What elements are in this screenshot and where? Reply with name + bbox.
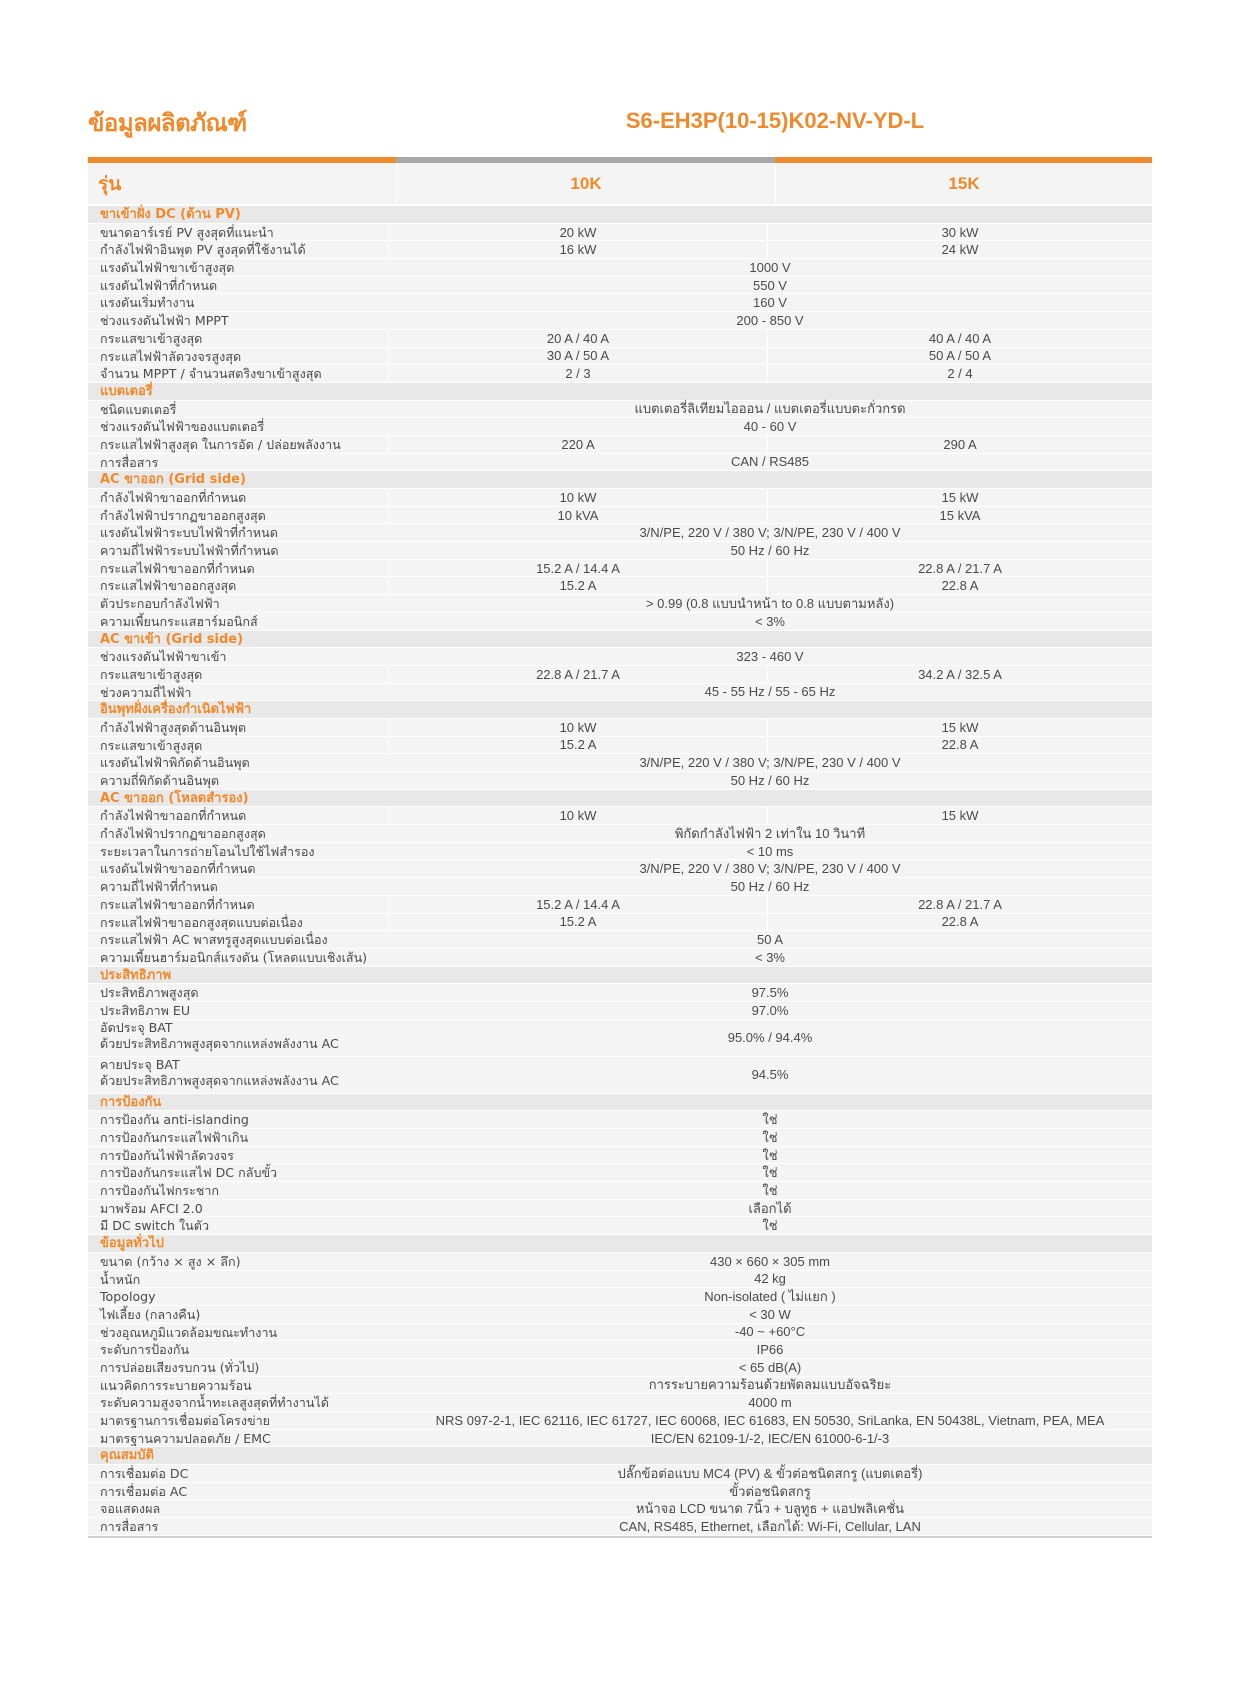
table-row: [88, 666, 1152, 684]
table-bottom-line: [88, 1536, 1152, 1538]
table-row: [88, 860, 1152, 878]
row-value-shared: ปลั๊กข้อต่อแบบ MC4 (PV) & ขั้วต่อชนิดสกรู (แบตเตอรี่): [617, 1465, 923, 1481]
row-value-shared: เลือกได้: [748, 1200, 792, 1216]
table-row: [88, 1182, 1152, 1200]
row-label: กระแสไฟฟ้าสูงสุด ในการอัด / ปล่อยพลังงาน: [100, 436, 341, 452]
row-value-10k: 20 A / 40 A: [388, 330, 767, 347]
row-label: แรงดันไฟฟ้าที่กำหนด: [100, 277, 218, 293]
row-value-15k: 40 A / 40 A: [767, 330, 1152, 347]
section-header: คุณสมบัติ: [88, 1447, 1152, 1465]
section-header: AC ขาเข้า (Grid side): [88, 631, 1152, 649]
row-value-15k: 15 kW: [767, 489, 1152, 506]
row-value-shared: 94.5%: [751, 1066, 789, 1082]
row-label: แรงดันไฟฟ้าขาออกที่กำหนด: [100, 861, 256, 877]
row-value-shared: -40 ~ +60°C: [734, 1324, 806, 1340]
row-label: ความถี่ไฟฟ้าที่กำหนด: [100, 879, 218, 895]
table-row: [88, 524, 1152, 542]
row-value-shared: < 3%: [755, 613, 785, 629]
column-header-15k: 15K: [775, 163, 1152, 204]
row-label: กำลังไฟฟ้าขาออกที่กำหนด: [100, 490, 247, 505]
row-value-shared: CAN, RS485, Ethernet, เลือกได้: Wi-Fi, Cellular, LAN: [619, 1518, 921, 1534]
section-header: AC ขาออก (Grid side): [88, 471, 1152, 489]
table-row: [88, 1020, 1152, 1057]
row-label: กำลังไฟฟ้าปรากฏขาออกสูงสุด: [100, 826, 266, 842]
row-label: ประสิทธิภาพสูงสุด: [100, 985, 199, 1001]
row-label: ช่วงแรงดันไฟฟ้า MPPT: [100, 313, 229, 329]
table-row: [88, 1002, 1152, 1020]
row-value-10k: 22.8 A / 21.7 A: [388, 666, 767, 683]
table-row: [88, 1500, 1152, 1518]
row-value-10k: 15.2 A: [388, 737, 767, 754]
row-value-shared: 42 kg: [754, 1271, 786, 1287]
table-row: [88, 277, 1152, 295]
row-value-10k: 15.2 A / 14.4 A: [388, 896, 767, 913]
row-label: การป้องกันไฟฟ้าลัดวงจร: [100, 1147, 234, 1163]
row-label: กำลังไฟฟ้าสูงสุดด้านอินพุต: [100, 719, 247, 735]
row-label: กระแสขาเข้าสูงสุด: [100, 330, 203, 346]
row-value-shared: 3/N/PE, 220 V / 380 V; 3/N/PE, 230 V / 400 V: [639, 525, 901, 541]
row-label: น้ำหนัก: [100, 1271, 141, 1287]
row-value-15k: 22.8 A: [767, 577, 1152, 594]
row-value-shared: การระบายความร้อนด้วยพัดลมแบบอัจฉริยะ: [648, 1377, 892, 1393]
table-row: [88, 365, 1152, 383]
row-value-shared: 4000 m: [748, 1395, 792, 1411]
row-label: ช่วงอุณหภูมิแวดล้อมขณะทำงาน: [100, 1324, 278, 1340]
row-label: มาตรฐานความปลอดภัย / EMC: [100, 1430, 271, 1446]
table-row: [88, 330, 1152, 348]
table-row: [88, 454, 1152, 472]
row-value-shared: 3/N/PE, 220 V / 380 V; 3/N/PE, 230 V / 400 V: [639, 755, 901, 771]
row-value-shared: ใช่: [762, 1218, 778, 1234]
column-header-10k: 10K: [396, 163, 775, 204]
table-row: [88, 1394, 1152, 1412]
table-row: [88, 259, 1152, 277]
table-row: [88, 1324, 1152, 1342]
table-row: [88, 1306, 1152, 1324]
row-value-shared: 430 × 660 × 305 mm: [710, 1253, 830, 1269]
row-value-shared: 40 - 60 V: [743, 419, 797, 435]
table-row: [88, 1253, 1152, 1271]
section-header: อินพุทฝั่งเครื่องกำเนิดไฟฟ้า: [88, 701, 1152, 719]
row-label: ความถี่พิกัดด้านอินพุต: [100, 773, 220, 788]
table-row: [88, 241, 1152, 259]
row-label: [88, 1057, 388, 1093]
row-label: ตัวประกอบกำลังไฟฟ้า: [100, 596, 220, 612]
row-value-shared: > 0.99 (0.8 แบบนำหน้า to 0.8 แบบตามหลัง): [645, 595, 895, 611]
spec-rows: [88, 206, 1152, 1536]
row-value-15k: 22.8 A / 21.7 A: [767, 896, 1152, 913]
row-value-15k: 22.8 A / 21.7 A: [767, 560, 1152, 577]
table-row: [88, 949, 1152, 967]
row-label: แรงดันเริ่มทำงาน: [100, 295, 195, 311]
row-value-10k: 15.2 A: [388, 577, 767, 594]
table-row: [88, 1518, 1152, 1536]
row-value-10k: 220 A: [388, 436, 767, 453]
table-row: [88, 754, 1152, 772]
row-label: แรงดันไฟฟ้าพิกัดด้านอินพุต: [100, 755, 250, 771]
table-row: [88, 507, 1152, 525]
row-label: ระดับการป้องกัน: [100, 1342, 190, 1358]
row-value-15k: 24 kW: [767, 241, 1152, 258]
table-row: [88, 489, 1152, 507]
table-row: [88, 984, 1152, 1002]
table-row: [88, 294, 1152, 312]
row-label: กระแสขาเข้าสูงสุด: [100, 737, 203, 753]
section-header: AC ขาออก (โหลดสำรอง): [88, 790, 1152, 808]
row-label: แรงดันไฟฟ้าระบบไฟฟ้าที่กำหนด: [100, 525, 278, 541]
row-label: ระยะเวลาในการถ่ายโอนไปใช้ไฟสำรอง: [100, 843, 315, 859]
row-value-shared: CAN / RS485: [730, 454, 810, 470]
row-value-15k: 15 kVA: [767, 507, 1152, 524]
row-value-shared: ใช่: [762, 1165, 778, 1181]
row-label: ช่วงแรงดันไฟฟ้าของแบตเตอรี่: [100, 419, 265, 435]
row-label: การเชื่อมต่อ AC: [100, 1483, 188, 1499]
row-label: มี DC switch ในตัว: [100, 1218, 210, 1234]
row-label: การสื่อสาร: [100, 1519, 159, 1535]
row-value-10k: 2 / 3: [388, 365, 767, 382]
row-label: การป้องกันกระแสไฟ DC กลับขั้ว: [100, 1165, 278, 1181]
row-label: กระแสไฟฟ้าขาออกสูงสุด: [100, 578, 237, 594]
row-label: ความถี่ไฟฟ้าระบบไฟฟ้าที่กำหนด: [100, 543, 279, 559]
row-value-15k: 15 kW: [767, 719, 1152, 736]
row-value-shared: Non-isolated ( ไม่แยก ): [704, 1289, 836, 1305]
table-row: [88, 914, 1152, 932]
table-row: [88, 1147, 1152, 1165]
section-header: ข้อมูลทั่วไป: [88, 1235, 1152, 1253]
table-row: [88, 1111, 1152, 1129]
row-label: กำลังไฟฟ้าขาออกที่กำหนด: [100, 808, 247, 824]
row-label: กระแสไฟฟ้าขาออกที่กำหนด: [100, 896, 255, 912]
row-value-shared: ใช่: [762, 1129, 778, 1145]
row-value-shared: 323 - 460 V: [736, 649, 804, 665]
table-row: [88, 1217, 1152, 1235]
row-label: ขนาดอาร์เรย์ PV สูงสุดที่แนะนำ: [100, 224, 274, 240]
table-row: [88, 1288, 1152, 1306]
table-row: [88, 312, 1152, 330]
row-value-shared: 97.0%: [751, 1002, 789, 1018]
row-label-line1: คายประจุ BAT: [100, 1056, 180, 1072]
table-row: [88, 825, 1152, 843]
row-label: แนวคิดการระบายความร้อน: [100, 1377, 252, 1393]
section-header: การป้องกัน: [88, 1094, 1152, 1112]
row-value-shared: < 65 dB(A): [738, 1359, 802, 1375]
section-header: ขาเข้าฝั่ง DC (ด้าน PV): [88, 206, 1152, 224]
row-value-shared: แบตเตอรี่ลิเทียมไอออน / แบตเตอรี่แบบตะกั่วกรด: [634, 401, 906, 417]
row-label: กำลังไฟฟ้าอินพุต PV สูงสุดที่ใช้งานได้: [100, 242, 306, 258]
row-value-10k: 10 kW: [388, 807, 767, 824]
table-row: [88, 1129, 1152, 1147]
row-value-15k: 15 kW: [767, 807, 1152, 824]
row-value-10k: 30 A / 50 A: [388, 348, 767, 365]
row-label: การสื่อสาร: [100, 454, 159, 470]
table-row: [88, 931, 1152, 949]
table-row: [88, 1341, 1152, 1359]
table-row: [88, 807, 1152, 825]
row-value-15k: 34.2 A / 32.5 A: [767, 666, 1152, 683]
row-value-10k: 10 kW: [388, 489, 767, 506]
row-value-shared: 1000 V: [749, 259, 791, 275]
row-label: การปล่อยเสียงรบกวน (ทั่วไป): [100, 1359, 260, 1375]
row-label: กระแสไฟฟ้าขาออกสูงสุดแบบต่อเนื่อง: [100, 914, 303, 930]
row-value-shared: ใช่: [762, 1182, 778, 1198]
row-value-10k: 20 kW: [388, 224, 767, 241]
row-label: การป้องกัน anti-islanding: [100, 1112, 249, 1128]
row-value-shared: < 10 ms: [746, 843, 794, 859]
row-value-shared: 3/N/PE, 220 V / 380 V; 3/N/PE, 230 V / 400 V: [639, 861, 901, 877]
spec-table: [88, 157, 1152, 1538]
row-label: ไฟเลี้ยง (กลางคืน): [100, 1306, 201, 1322]
row-label: การป้องกันไฟกระชาก: [100, 1183, 220, 1199]
row-value-shared: 50 A: [756, 932, 784, 948]
row-value-shared: 550 V: [753, 277, 787, 293]
row-label: การป้องกันกระแสไฟฟ้าเกิน: [100, 1130, 249, 1145]
table-row: [88, 772, 1152, 790]
row-label-line2: ด้วยประสิทธิภาพสูงสุดจากแหล่งพลังงาน AC: [100, 1072, 339, 1088]
table-row: [88, 560, 1152, 578]
row-label: ชนิดแบตเตอรี่: [100, 401, 177, 417]
row-value-shared: ขั้วต่อชนิดสกรู: [729, 1483, 811, 1499]
row-value-shared: 45 - 55 Hz / 55 - 65 Hz: [704, 684, 836, 700]
section-header: ประสิทธิภาพ: [88, 967, 1152, 985]
row-label: กระแสไฟฟ้าขาออกที่กำหนด: [100, 560, 255, 576]
top-bar-segment-label: [88, 157, 396, 163]
row-label: ระดับความสูงจากน้ำทะเลสูงสุดที่ทำงานได้: [100, 1395, 329, 1411]
column-header-model-label: รุ่น: [98, 172, 122, 195]
row-value-10k: 10 kW: [388, 719, 767, 736]
row-value-15k: 50 A / 50 A: [767, 348, 1152, 365]
table-row: [88, 1483, 1152, 1501]
table-row: [88, 1430, 1152, 1448]
row-label: Topology: [100, 1289, 156, 1305]
table-row: [88, 878, 1152, 896]
row-label: จอแสดงผล: [100, 1501, 161, 1517]
row-value-10k: 10 kVA: [388, 507, 767, 524]
table-row: [88, 843, 1152, 861]
column-header-row: [88, 163, 1152, 206]
row-label: ช่วงแรงดันไฟฟ้าขาเข้า: [100, 649, 227, 665]
row-label: มาพร้อม AFCI 2.0: [100, 1200, 203, 1216]
row-label-line2: ด้วยประสิทธิภาพสูงสุดจากแหล่งพลังงาน AC: [100, 1035, 339, 1051]
row-label: การเชื่อมต่อ DC: [100, 1466, 189, 1482]
table-row: [88, 613, 1152, 631]
row-value-15k: 30 kW: [767, 224, 1152, 241]
table-row: [88, 1164, 1152, 1182]
table-row: [88, 1200, 1152, 1218]
table-row: [88, 1271, 1152, 1289]
row-value-10k: 15.2 A / 14.4 A: [388, 560, 767, 577]
page-title: ข้อมูลผลิตภัณฑ์: [88, 109, 247, 137]
section-header: แบตเตอรี่: [88, 383, 1152, 401]
table-row: [88, 542, 1152, 560]
row-value-shared: < 30 W: [749, 1306, 791, 1322]
row-value-shared: 50 Hz / 60 Hz: [730, 542, 810, 558]
table-row: [88, 595, 1152, 613]
table-row: [88, 896, 1152, 914]
row-value-shared: IP66: [756, 1342, 784, 1358]
row-value-shared: < 3%: [755, 949, 785, 965]
row-label: กระแสไฟฟ้า AC พาสทรูสูงสุดแบบต่อเนื่อง: [100, 932, 328, 948]
row-value-shared: 50 Hz / 60 Hz: [730, 772, 810, 788]
row-value-shared: IEC/EN 62109-1/-2, IEC/EN 61000-6-1/-3: [650, 1430, 890, 1446]
table-row: [88, 1359, 1152, 1377]
row-value-shared: 95.0% / 94.4%: [727, 1029, 813, 1045]
row-label: ประสิทธิภาพ EU: [100, 1002, 191, 1018]
row-value-shared: พิกัดกำลังไฟฟ้า 2 เท่าใน 10 วินาที: [674, 825, 866, 841]
table-row: [88, 224, 1152, 242]
row-label: แรงดันไฟฟ้าขาเข้าสูงสุด: [100, 260, 235, 276]
row-label: มาตรฐานการเชื่อมต่อโครงข่าย: [100, 1413, 271, 1428]
table-row: [88, 1465, 1152, 1483]
table-row: [88, 418, 1152, 436]
row-label: จำนวน MPPT / จำนวนสตริงขาเข้าสูงสุด: [100, 366, 322, 382]
row-value-shared: NRS 097-2-1, IEC 62116, IEC 61727, IEC 60068, IEC 61683, EN 50530, SriLanka, EN 50438L, Vietnam, PEA, MEA: [435, 1412, 1105, 1428]
table-row: [88, 719, 1152, 737]
row-value-15k: 22.8 A: [767, 737, 1152, 754]
row-value-10k: 16 kW: [388, 241, 767, 258]
row-value-shared: 97.5%: [751, 985, 789, 1001]
row-value-10k: 15.2 A: [388, 914, 767, 931]
table-row: [88, 436, 1152, 454]
table-row: [88, 1377, 1152, 1395]
table-row: [88, 648, 1152, 666]
row-label: กระแสไฟฟ้าลัดวงจรสูงสุด: [100, 348, 242, 364]
row-label: ความเพี้ยนกระแสฮาร์มอนิกส์: [100, 613, 258, 629]
table-row: [88, 1057, 1152, 1094]
row-value-shared: ใช่: [762, 1147, 778, 1163]
row-value-shared: 160 V: [753, 295, 787, 311]
table-row: [88, 401, 1152, 419]
row-label: กระแสขาเข้าสูงสุด: [100, 666, 203, 682]
row-label: ขนาด (กว้าง × สูง × ลึก): [100, 1253, 241, 1269]
row-value-shared: หน้าจอ LCD ขนาด 7นิ้ว + บลูทูธ + แอปพลิเคชั่น: [635, 1501, 905, 1517]
table-row: [88, 348, 1152, 366]
model-title: S6-EH3P(10-15)K02-NV-YD-L: [625, 108, 925, 133]
table-row: [88, 684, 1152, 702]
row-label: [88, 1020, 388, 1056]
table-row: [88, 577, 1152, 595]
row-value-15k: 290 A: [767, 436, 1152, 453]
row-label-line1: อัดประจุ BAT: [100, 1019, 173, 1035]
table-row: [88, 1412, 1152, 1430]
row-value-shared: 50 Hz / 60 Hz: [730, 878, 810, 894]
row-value-shared: 200 - 850 V: [736, 312, 804, 328]
row-label: กำลังไฟฟ้าปรากฏขาออกสูงสุด: [100, 507, 266, 523]
row-label: ช่วงความถี่ไฟฟ้า: [100, 684, 192, 700]
row-value-15k: 2 / 4: [767, 365, 1152, 382]
row-label: ความเพี้ยนฮาร์มอนิกส์แรงดัน (โหลดแบบเชิงเส้น): [100, 949, 368, 965]
table-row: [88, 737, 1152, 755]
row-value-15k: 22.8 A: [767, 914, 1152, 931]
row-value-shared: ใช่: [762, 1112, 778, 1128]
